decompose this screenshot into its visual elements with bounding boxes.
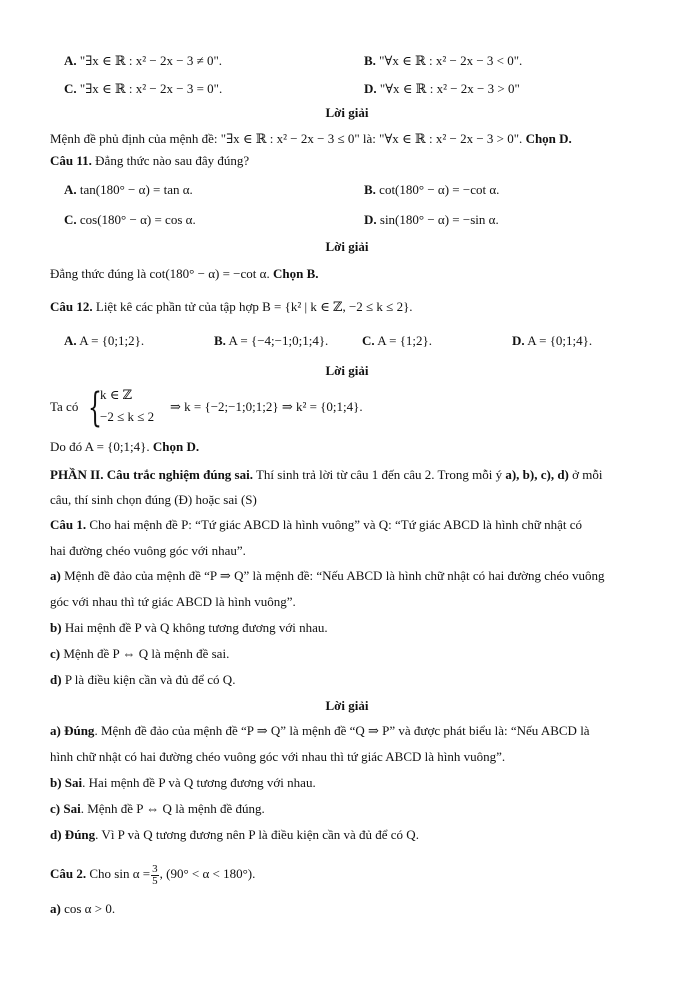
q12-system-result: ⇒ k = {−2;−1;0;1;2} ⇒ k² = {0;1;4}. (170, 399, 363, 414)
q12-question: Câu 12. Liệt kê các phần tử của tập hợp B = {k² | k ∈ ℤ, −2 ≤ k ≤ 2}. (50, 299, 413, 314)
q11-solution-title: Lời giải (325, 239, 369, 254)
q10-option-b: B. "∀x ∈ ℝ : x² − 2x − 3 < 0". (364, 53, 523, 68)
part2-intro-line2: câu, thí sinh chọn đúng (Đ) hoặc sai (S) (50, 492, 257, 507)
p2-c1-d: d) P là điều kiện cần và đủ để có Q. (50, 672, 236, 687)
fraction: $\frac{3}{5}$ (152, 862, 158, 887)
q11-solution-text: Đẳng thức đúng là cot(180° − α) = −cot α. Chọn B. (50, 266, 319, 281)
p2-c1-sol-b: b) Sai. Hai mệnh đề P và Q tương đương với nhau. (50, 775, 316, 790)
q12-system-prefix: Ta có (50, 399, 79, 414)
q10-option-d: D. "∀x ∈ ℝ : x² − 2x − 3 > 0" (364, 81, 520, 96)
q10-solution-title: Lời giải (325, 105, 369, 120)
p2-c1-sol-a-line2: hình chữ nhật có hai đường chéo vuông góc với nhau thì tứ giác ABCD là hình vuông”. (50, 749, 506, 764)
p2-c1-stem: Câu 1. Cho hai mệnh đề P: “Tứ giác ABCD là hình vuông” và Q: “Tứ giác ABCD là hình chữ nhật có (50, 517, 583, 532)
q12-option-c: C. A = {1;2}. (362, 333, 433, 348)
p2-c1-a-line2: góc với nhau thì tứ giác ABCD là hình vuông”. (50, 594, 296, 609)
q11-question: Câu 11. Đẳng thức nào sau đây đúng? (50, 153, 250, 168)
p2-c1-sol-d: d) Đúng. Vì P và Q tương đương nên P là điều kiện cần và đủ để có Q. (50, 827, 419, 842)
q10-option-a: A. "∃x ∈ ℝ : x² − 2x − 3 ≠ 0". (64, 53, 223, 68)
q10-option-c: C. "∃x ∈ ℝ : x² − 2x − 3 = 0". (64, 81, 223, 96)
q12-solution-title: Lời giải (325, 363, 369, 378)
p2-c2-stem: Câu 2. Cho sin α = $\frac{3}{5}$ , (90° < α < 180°). (50, 862, 256, 887)
q12-option-a: A. A = {0;1;2}. (64, 333, 145, 348)
p2-c1-sol-a: a) Đúng. Mệnh đề đảo của mệnh đề “P ⇒ Q” là mệnh đề “Q ⇒ P” và được phát biểu là: “Nếu ABCD là (50, 723, 590, 738)
q12-option-d: D. A = {0;1;4}. (512, 333, 593, 348)
p2-c2-a: a) cos α > 0. (50, 901, 116, 916)
q12-system-line1: k ∈ ℤ (100, 387, 133, 402)
q10-solution-text: Mệnh đề phủ định của mệnh đề: "∃x ∈ ℝ : x² − 2x − 3 ≤ 0" là: "∀x ∈ ℝ : x² − 2x − 3 > 0". Chọn D. (50, 131, 572, 146)
system-brace: { (88, 385, 102, 431)
q12-system-line2: −2 ≤ k ≤ 2 (100, 409, 155, 424)
p2-c1-c: c) Mệnh đề P ⇔ Q là mệnh đề sai. (50, 646, 230, 661)
q11-option-a: A. tan(180° − α) = tan α. (64, 182, 193, 197)
q11-option-b: B. cot(180° − α) = −cot α. (364, 182, 500, 197)
p2-c1-a: a) Mệnh đề đảo của mệnh đề “P ⇒ Q” là mệnh đề: “Nếu ABCD là hình chữ nhật có hai đường chéo vuông (50, 568, 605, 583)
part2-intro: PHẦN II. Câu trắc nghiệm đúng sai. Thí sinh trả lời từ câu 1 đến câu 2. Trong mỗi ý a), b), c), d) ở mỗi (50, 467, 603, 482)
p2-c1-sol-c: c) Sai. Mệnh đề P ⇔ Q là mệnh đề đúng. (50, 801, 265, 816)
q12-conclusion: Do đó A = {0;1;4}. Chọn D. (50, 439, 200, 454)
q11-option-d: D. sin(180° − α) = −sin α. (364, 212, 499, 227)
p2-c1-solution-title: Lời giải (325, 698, 369, 713)
q11-option-c: C. cos(180° − α) = cos α. (64, 212, 196, 227)
q12-option-b: B. A = {−4;−1;0;1;4}. (214, 333, 329, 348)
p2-c1-stem-line2: hai đường chéo vuông góc với nhau”. (50, 543, 246, 558)
p2-c1-b: b) Hai mệnh đề P và Q không tương đương với nhau. (50, 620, 328, 635)
